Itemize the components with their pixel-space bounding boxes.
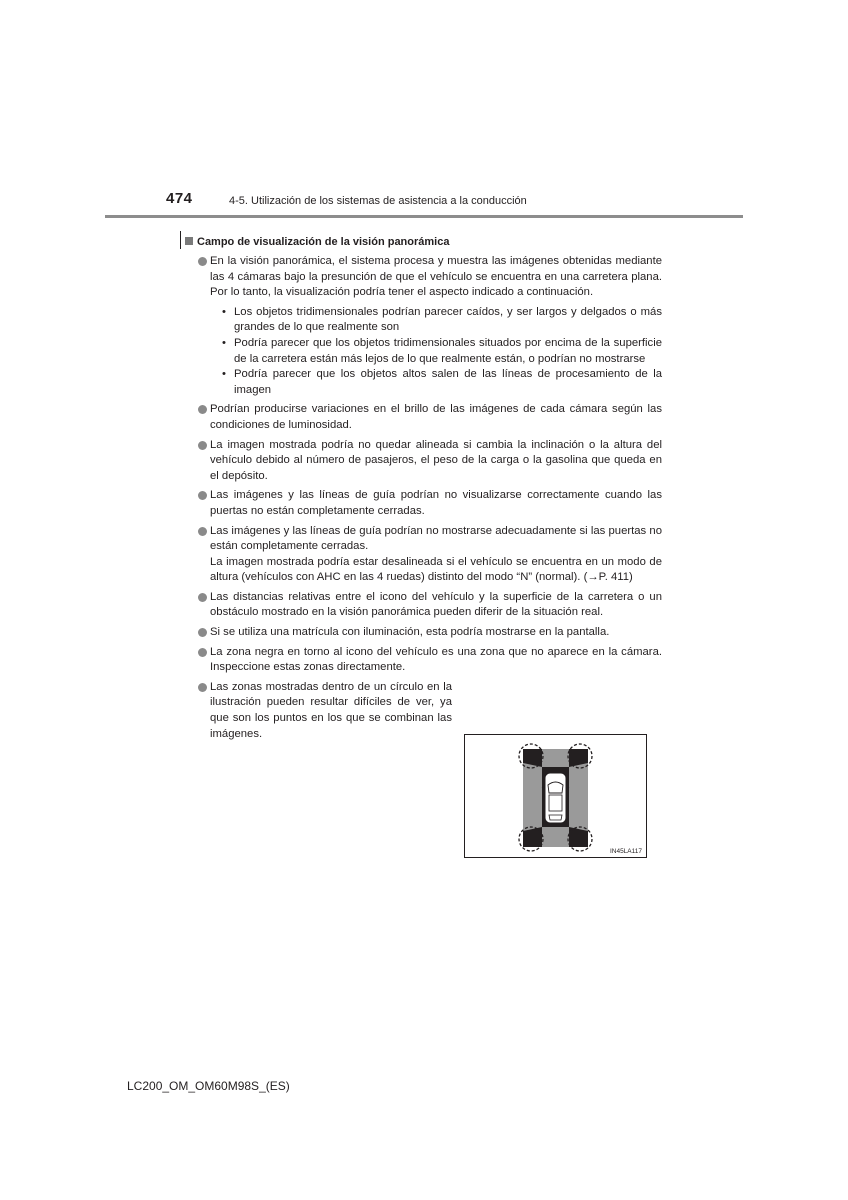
sub-bullet-icon: • (222, 336, 226, 349)
list-item-text: En la visión panorámica, el sistema procesa y muestra las imágenes obtenidas mediante las 4 cámaras bajo la presunción de que el vehículo se encuentra en una carretera plana. Por lo tanto, la visualización podría tener el aspecto indicado a continuación. (210, 255, 662, 299)
bullet-list (198, 254, 662, 746)
sub-list-item (210, 305, 662, 336)
list-item (198, 625, 662, 641)
list-item-note: La imagen mostrada podría estar desalineada si el vehículo se encuentra en un modo de altura (vehículos con AHC en las 4 ruedas) distinto del modo “N” (normal). (→P. 411) (210, 555, 662, 584)
list-item-text: Las imágenes y las líneas de guía podrían no mostrarse adecuadamente si las puertas no están completamente cerradas. (210, 524, 662, 553)
list-item (198, 590, 662, 621)
bullet-dot-icon (198, 527, 207, 536)
bullet-dot-icon (198, 405, 207, 414)
sub-bullet-icon: • (222, 305, 226, 318)
rear-zone (542, 827, 569, 847)
list-item (198, 524, 662, 586)
sub-list-item-text: Podría parecer que los objetos tridimensionales situados por encima de la superficie de la carretera están más lejos de lo que realmente están, o podrían no mostrarse (234, 336, 662, 365)
sub-list-item-text: Los objetos tridimensionales podrían parecer caídos, y ser largos y delgados o más grandes de lo que realmente son (234, 305, 662, 334)
sub-bullet-icon: • (222, 368, 226, 381)
list-item-text: La zona negra en torno al icono del vehículo es una zona que no aparece en la cámara. Inspeccione estas zonas directamente. (210, 645, 662, 674)
bullet-dot-icon (198, 257, 207, 266)
section-heading-text: Campo de visualización de la visión panorámica (197, 236, 450, 248)
sub-list-item-text: Podría parecer que los objetos altos salen de las líneas de procesamiento de la imagen (234, 368, 662, 396)
page-number: 474 (166, 190, 193, 207)
bullet-dot-icon (198, 628, 207, 637)
document-id: LC200_OM_OM60M98S_(ES) (127, 1079, 290, 1093)
bullet-dot-icon (198, 593, 207, 602)
list-item-text: Podrían producirse variaciones en el brillo de las imágenes de cada cámara según las condiciones de luminosidad. (210, 403, 662, 431)
vehicle-icon (542, 773, 569, 823)
panoramic-view-diagram (465, 735, 646, 857)
sub-list-item (210, 336, 662, 367)
front-zone (542, 749, 569, 767)
list-item (198, 680, 452, 742)
list-item-text: Si se utiliza una matrícula con iluminación, esta podría mostrarse en la pantalla. (210, 626, 610, 639)
bullet-dot-icon (198, 441, 207, 450)
sub-list-item (210, 367, 662, 398)
list-item (198, 402, 662, 433)
square-bullet-icon (185, 237, 193, 245)
bullet-dot-icon (198, 683, 207, 692)
bullet-dot-icon (198, 648, 207, 657)
bullet-dot-icon (198, 491, 207, 500)
list-item-text: Las distancias relativas entre el icono del vehículo y la superficie de la carretera o un obstáculo mostrado en la visión panorámica pueden diferir de la situación real. (210, 590, 662, 619)
list-item (198, 488, 662, 519)
list-item (198, 438, 662, 485)
list-item (198, 645, 662, 676)
header-divider (105, 215, 743, 218)
figure-code: IN45LA117 (609, 848, 642, 855)
list-item-text: La imagen mostrada podría no quedar alineada si cambia la inclinación o la altura del vehículo debido al número de pasajeros, el peso de la carga o la gasolina que queda en el depósito. (210, 438, 662, 482)
list-item-text: Las zonas mostradas dentro de un círculo en la ilustración pueden resultar difíciles de ver, ya que son los puntos en los que se combinan las imágenes. (210, 680, 452, 740)
section-heading (185, 236, 449, 248)
list-item-text: Las imágenes y las líneas de guía podrían no visualizarse correctamente cuando las puertas no están completamente cerradas. (210, 489, 662, 517)
list-item (198, 254, 662, 398)
panoramic-view-illustration (464, 734, 647, 858)
section-marker-line (180, 231, 181, 249)
sub-list (210, 305, 662, 399)
chapter-title: 4-5. Utilización de los sistemas de asistencia a la conducción (229, 195, 527, 207)
